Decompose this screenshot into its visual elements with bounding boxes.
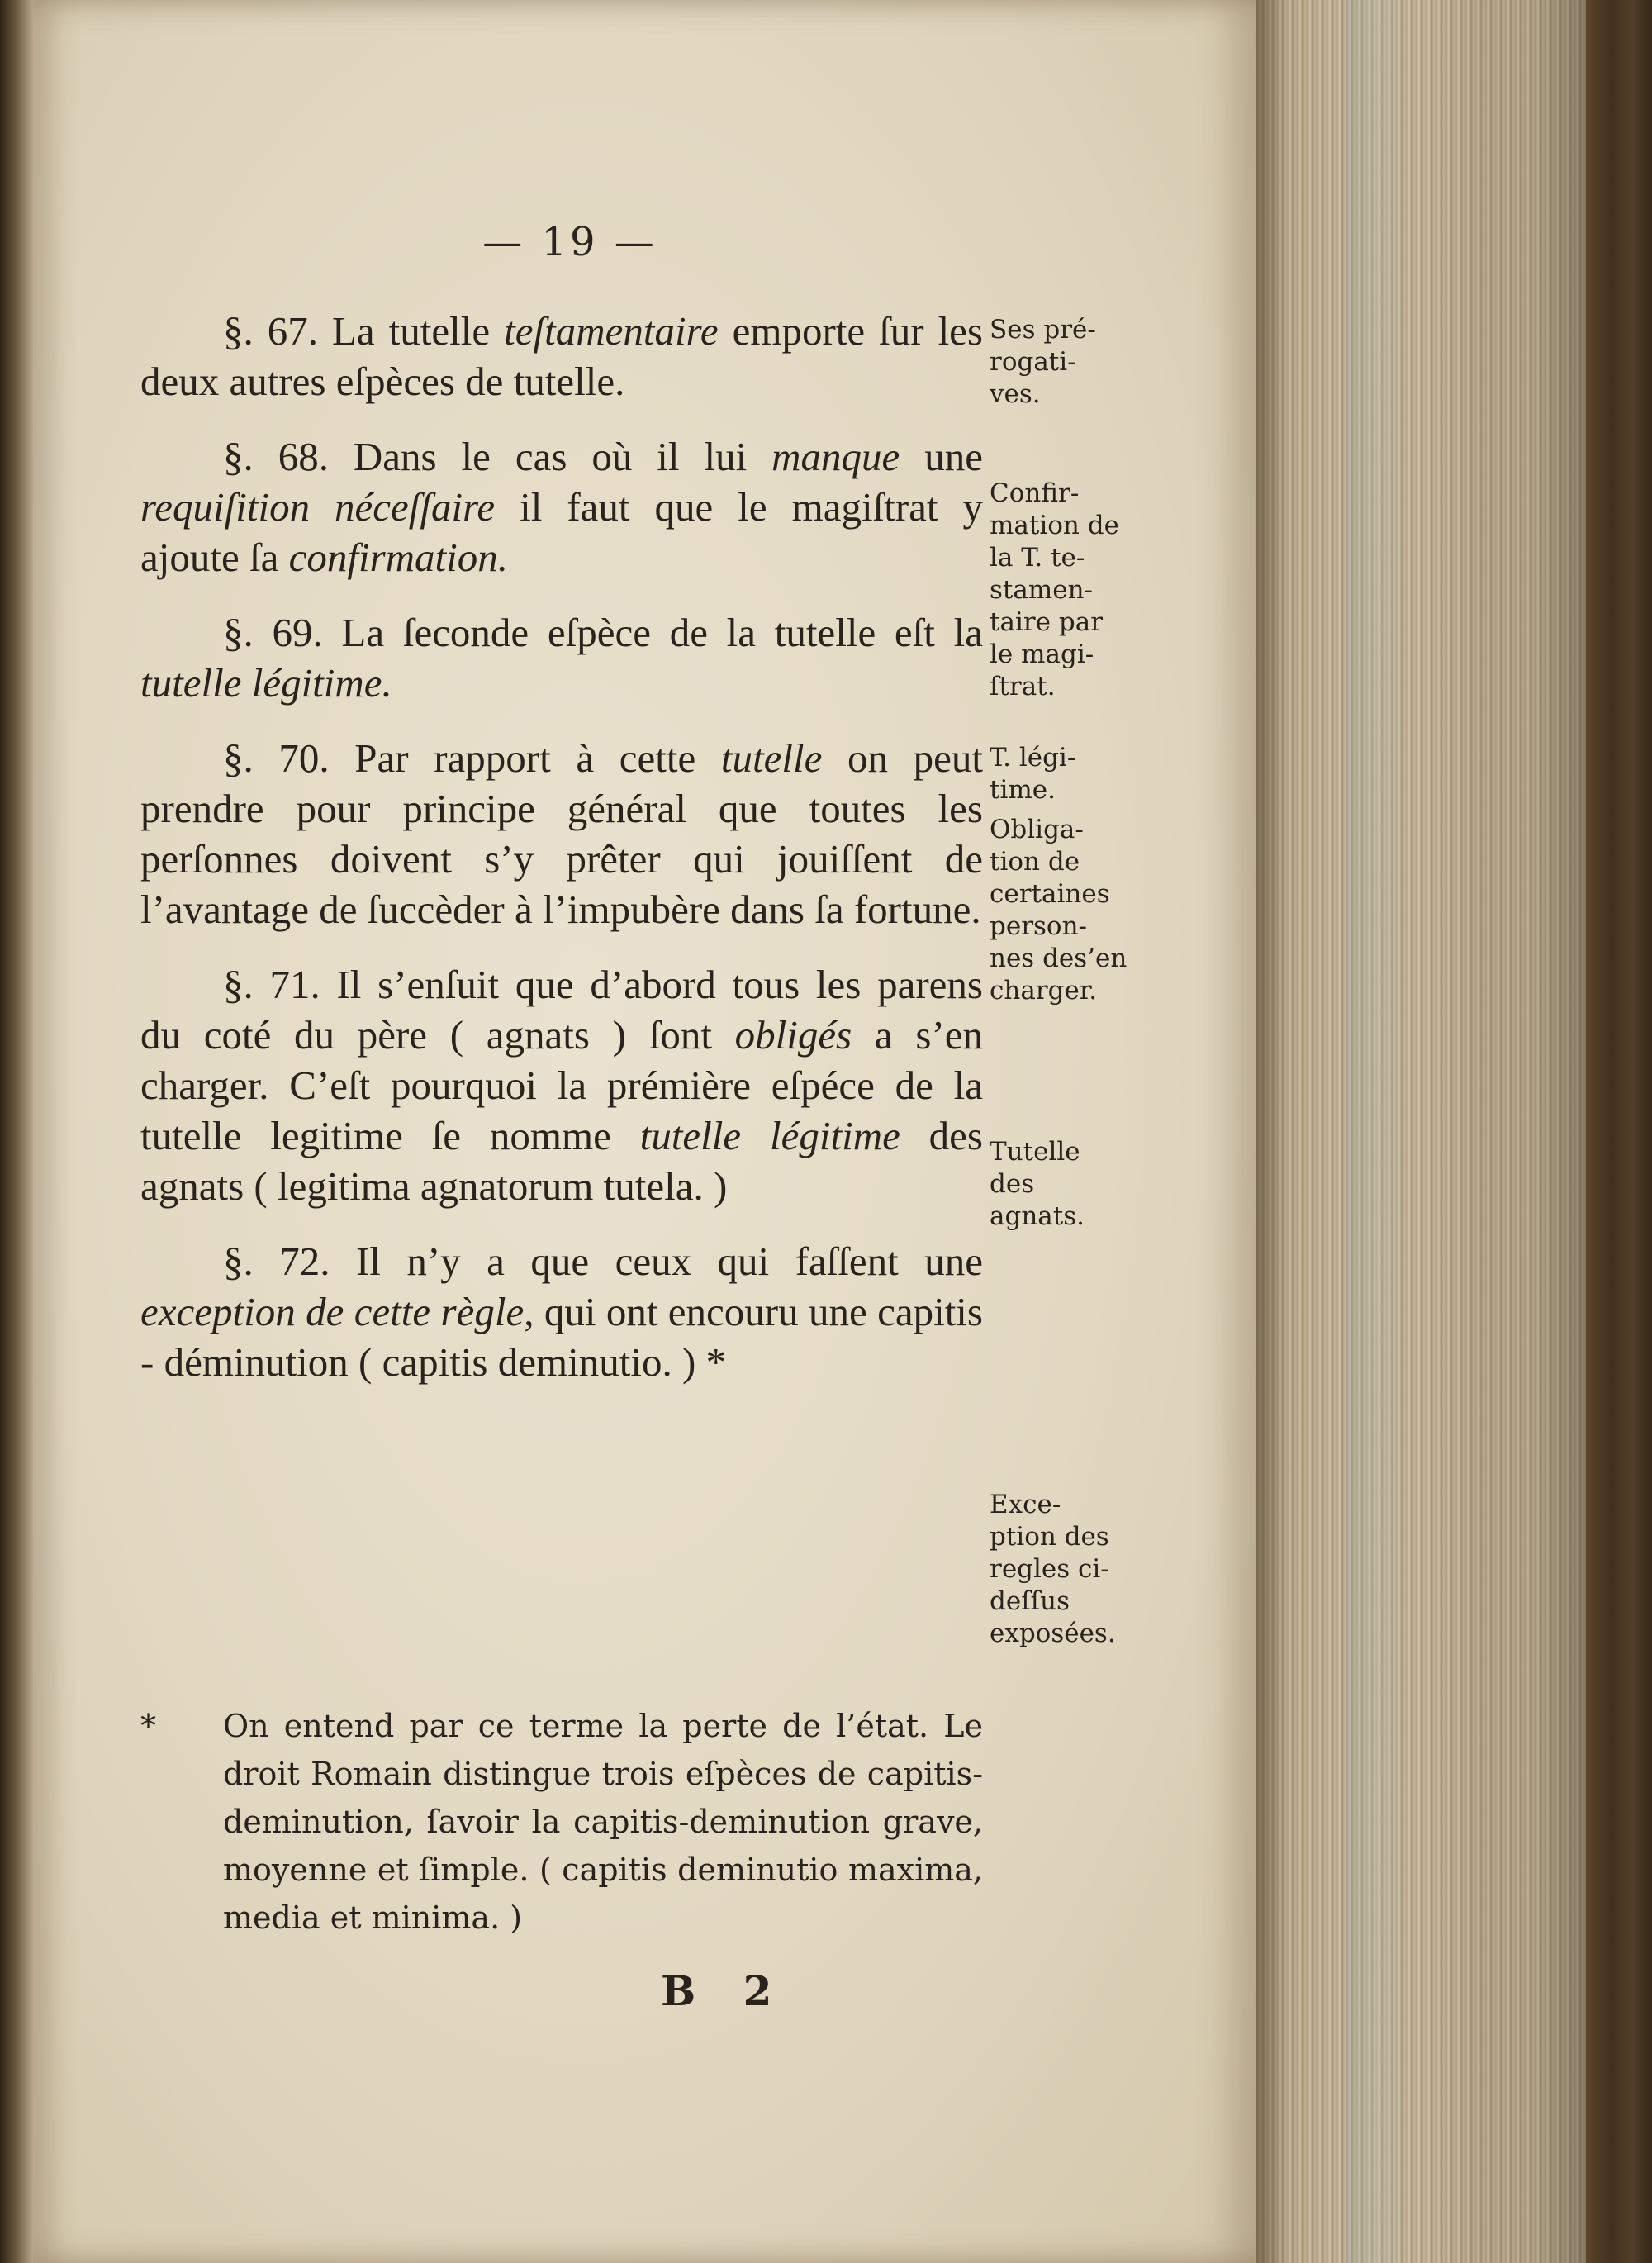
italic-run: requiſition néceſſaire — [140, 484, 496, 530]
footnote-mark: * — [140, 1708, 156, 1744]
italic-run: exception de cette règle — [140, 1289, 525, 1334]
margin-note-obligation: Obliga- tion de certaines person- nes des’en charger. — [990, 815, 1127, 1006]
text-run: , qui ont encouru une capitis - déminution ( capitis deminutio. ) * — [140, 1289, 983, 1385]
italic-run: tutelle légitime — [639, 1113, 900, 1158]
text-run: §. 69. La ſeconde eſpèce de la tutelle eſt la — [223, 610, 983, 655]
italic-run: tutelle légitime. — [140, 660, 392, 706]
footnote — [140, 1702, 983, 1942]
text-run: une — [900, 434, 983, 479]
text-run: il faut que le magiſtrat y ajoute ſa — [140, 484, 984, 580]
footnote-text: On entend par ce terme la perte de l’état. Le droit Romain distingue trois eſpèces de capitis-deminution, ſavoir la capitis-deminution grave, moyenne et ſimple. ( capitis deminutio maxima, media et minima. ) — [223, 1708, 983, 1936]
edge-shading — [1256, 0, 1652, 2263]
left-page-edge — [0, 0, 33, 2263]
page-edges — [1256, 0, 1652, 2263]
text-run: §. 71. Il s’enſuit que d’abord tous les parens du coté du père ( agnats ) ſont — [140, 962, 983, 1058]
paragraph-69 — [140, 607, 983, 708]
book-page — [33, 0, 1256, 2263]
text-run: §. 68. Dans le cas où il lui — [223, 434, 772, 479]
text-run: §. 67. La tutelle — [223, 308, 505, 354]
text-run: emporte ſur les deux autres eſpèces de tutelle. — [140, 308, 983, 404]
paragraph-68 — [140, 431, 983, 582]
italic-run: teſtamentaire — [504, 308, 719, 354]
italic-run: obligés — [734, 1012, 852, 1058]
paragraph-70 — [140, 733, 983, 934]
italic-run: tutelle — [720, 735, 823, 781]
signature-mark: B 2 — [661, 1966, 789, 2015]
text-run: §. 70. Par rapport à cette — [223, 735, 721, 781]
margin-note-prerogatives: Ses pré- rogati- ves. — [990, 315, 1096, 409]
paragraph-72 — [140, 1236, 983, 1387]
text-run: a s’en charger. C’eſt pourquoi la prémière eſpéce de la tutelle legitime ſe nomme — [140, 1012, 984, 1158]
margin-note-tutelle-agnats: Tutelle des agnats. — [990, 1137, 1085, 1231]
paragraph-71 — [140, 959, 983, 1211]
text-run: on peut prendre pour principe général que toutes les perſonnes doivent s’y prêter qui jouiſſent de l’avantage de ſuccèder à l’impubère dans ſa fortune. — [140, 735, 983, 932]
italic-run: confirmation. — [288, 535, 509, 580]
italic-run: manque — [771, 434, 900, 479]
margin-note-tutelle-legitime: T. légi- time. — [990, 743, 1076, 805]
text-run: des agnats ( legitima agnatorum tutela. ) — [140, 1113, 983, 1209]
margin-note-confirmation: Confir- mation de la T. te- stamen- taire par le magi- ſtrat. — [990, 478, 1119, 701]
page-number-header: — 19 — — [482, 219, 657, 265]
margin-note-exception: Exce- ption des regles ci- deſſus exposées. — [990, 1490, 1116, 1648]
text-run: §. 72. Il n’y a que ceux qui faſſent une — [223, 1238, 983, 1284]
main-text — [140, 306, 983, 1412]
paragraph-67 — [140, 306, 983, 406]
